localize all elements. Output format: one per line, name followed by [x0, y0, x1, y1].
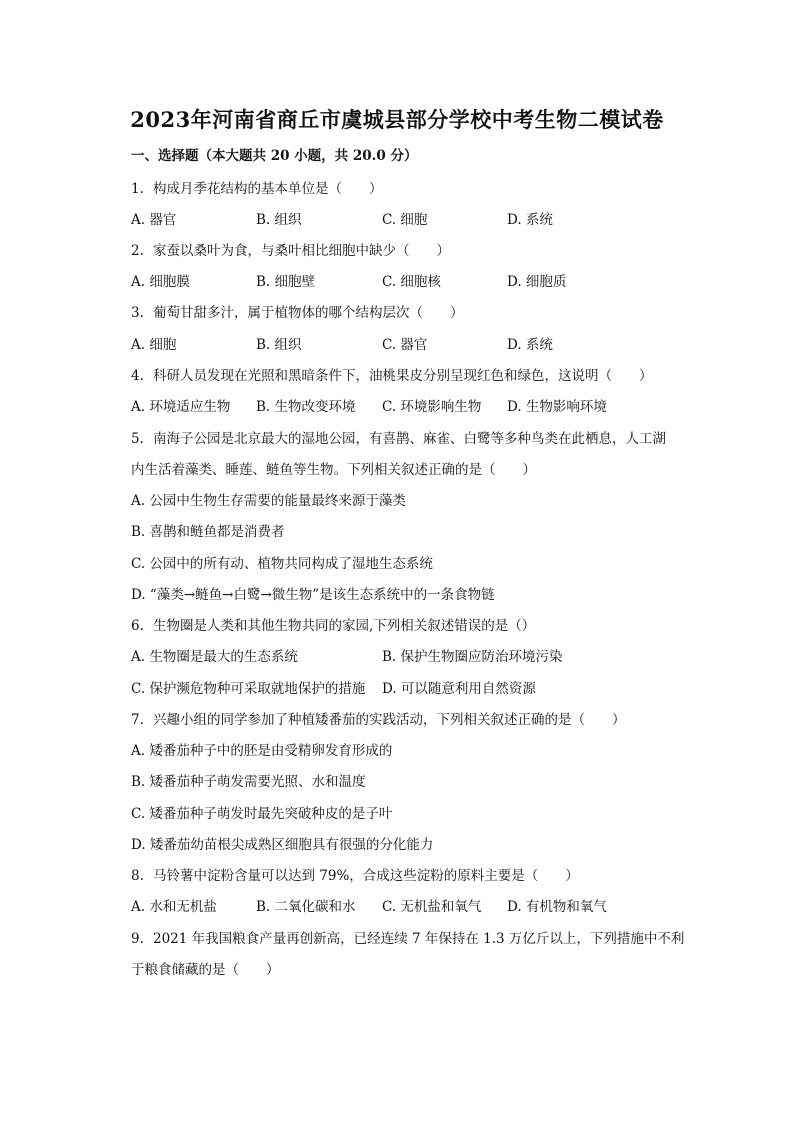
question-6-option-b: B. 保护生物圈应防治环境污染: [382, 649, 563, 665]
question-3-option-a: A. 细胞: [131, 337, 177, 353]
question-text: 南海子公园是北京最大的湿地公园，有喜鹊、麻雀、白鹭等多种鸟类在此栖息，人工湖: [153, 431, 666, 447]
question-text: 构成月季花结构的基本单位是（ ）: [153, 181, 383, 197]
question-4-option-b: B. 生物改变环境: [256, 399, 356, 415]
question-5-option-b: B. 喜鹊和鲢鱼都是消费者: [131, 524, 285, 540]
question-text: 科研人员发现在光照和黑暗条件下，油桃果皮分别呈现红色和绿色，这说明（ ）: [153, 368, 653, 384]
question-text: 葡萄甘甜多汁，属于植物体的哪个结构层次（ ）: [153, 305, 464, 321]
question-text: 2021 年我国粮食产量再创新高，已经连续 7 年保持在 1.3 万亿斤以上，下列措施中不利: [153, 931, 685, 947]
question-number: 4.: [131, 368, 144, 384]
question-number: 6.: [131, 618, 144, 634]
question-number: 7.: [131, 712, 144, 728]
question-3-option-c: C. 器官: [382, 337, 428, 353]
question-6-option-d: D. 可以随意利用自然资源: [382, 681, 536, 697]
question-number: 3.: [131, 305, 144, 321]
question-8-option-b: B. 二氧化碳和水: [256, 899, 356, 915]
question-8-option-a: A. 水和无机盐: [131, 899, 217, 915]
section-heading: 一、选择题（本大题共 20 小题，共 20.0 分）: [131, 148, 418, 164]
question-4-option-a: A. 环境适应生物: [131, 399, 231, 415]
question-7-option-c: C. 矮番茄种子萌发时最先突破种皮的是子叶: [131, 806, 393, 822]
question-2-option-a: A. 细胞膜: [131, 274, 190, 290]
question-3-option-d: D. 系统: [507, 337, 553, 353]
exam-title: 2023年河南省商丘市虞城县部分学校中考生物二模试卷: [130, 107, 664, 132]
question-4-option-c: C. 环境影响生物: [382, 399, 482, 415]
question-3-stem: [131, 301, 464, 321]
question-1-option-a: A. 器官: [131, 212, 177, 228]
question-7-option-b: B. 矮番茄种子萌发需要光照、水和温度: [131, 774, 366, 790]
question-2-option-c: C. 细胞核: [382, 274, 441, 290]
question-1-option-c: C. 细胞: [382, 212, 428, 228]
question-2-option-b: B. 细胞壁: [256, 274, 316, 290]
question-7-option-a: A. 矮番茄种子中的胚是由受精卵发育形成的: [131, 743, 393, 759]
question-4-option-d: D. 生物影响环境: [507, 399, 607, 415]
question-5-stem: [131, 427, 666, 447]
question-5-stem-continued: 内生活着藻类、睡莲、鲢鱼等生物。下列相关叙述正确的是（ ）: [131, 462, 536, 478]
question-5-option-d: D. “藻类→鲢鱼→白鹭→微生物”是该生态系统中的一条食物链: [131, 587, 495, 603]
question-8-stem: [131, 864, 579, 884]
question-1-option-d: D. 系统: [507, 212, 553, 228]
question-5-option-a: A. 公园中生物生存需要的能量最终来源于藻类: [131, 493, 406, 509]
question-9-stem: [131, 927, 684, 947]
question-3-option-b: B. 组织: [256, 337, 302, 353]
question-text: 生物圈是人类和其他生物共同的家园,下列相关叙述错误的是（）: [153, 618, 536, 634]
question-1-option-b: B. 组织: [256, 212, 302, 228]
question-2-stem: [131, 239, 450, 259]
question-number: 1.: [131, 181, 144, 197]
question-4-stem: [131, 364, 653, 384]
question-text: 马铃薯中淀粉含量可以达到 79%，合成这些淀粉的原料主要是（ ）: [153, 868, 579, 884]
question-2-option-d: D. 细胞质: [507, 274, 567, 290]
question-9-stem-continued: 于粮食储藏的是（ ）: [131, 962, 280, 978]
question-5-option-c: C. 公园中的所有动、植物共同构成了湿地生态系统: [131, 556, 433, 572]
question-7-option-d: D. 矮番茄幼苗根尖成熟区细胞具有很强的分化能力: [131, 837, 434, 853]
question-number: 5.: [131, 431, 144, 447]
question-number: 8.: [131, 868, 144, 884]
question-text: 家蚕以桑叶为食，与桑叶相比细胞中缺少（ ）: [153, 243, 450, 259]
question-6-stem: [131, 614, 535, 634]
question-8-option-c: C. 无机盐和氧气: [382, 899, 482, 915]
question-number: 9.: [131, 931, 144, 947]
question-7-stem: [131, 708, 626, 728]
question-6-option-a: A. 生物圈是最大的生态系统: [131, 649, 298, 665]
question-8-option-d: D. 有机物和氧气: [507, 899, 607, 915]
question-text: 兴趣小组的同学参加了种植矮番茄的实践活动，下列相关叙述正确的是（ ）: [153, 712, 626, 728]
question-number: 2.: [131, 243, 144, 259]
question-1-stem: [131, 177, 383, 197]
question-6-option-c: C. 保护濒危物种可采取就地保护的措施: [131, 681, 366, 697]
